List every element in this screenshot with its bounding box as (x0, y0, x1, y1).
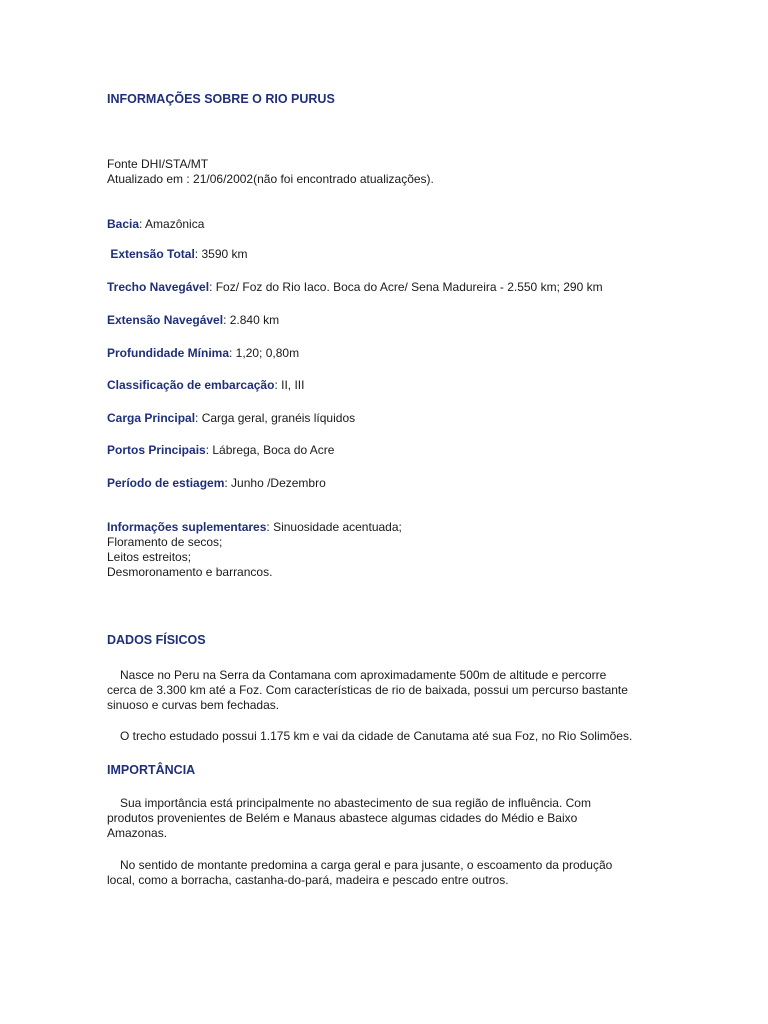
suplementares-line: Leitos estreitos; (107, 550, 192, 564)
suplementares-label: Informações suplementares (107, 520, 267, 534)
field-profundidade-minima (107, 346, 667, 361)
field-label: Classificação de embarcação (107, 378, 275, 392)
field-bacia (107, 217, 667, 232)
field-portos-principais (107, 443, 667, 458)
paragraph-line: produtos provenientes de Belém e Manaus abastece algumas cidades do Médio e Baixo (107, 811, 578, 825)
field-value: : 2.840 km (223, 313, 280, 327)
field-label: Extensão Total (107, 247, 195, 261)
source-line: Fonte DHI/STA/MT (107, 157, 209, 171)
field-value: : 3590 km (194, 247, 248, 261)
field-label: Bacia (107, 217, 140, 231)
field-value: : Amazônica (139, 217, 205, 231)
importancia-heading: IMPORTÂNCIA (107, 763, 196, 777)
paragraph-line: Amazonas. (107, 826, 168, 840)
suplementares-block (107, 520, 667, 580)
updated-line: Atualizado em : 21/06/2002(não foi encontrado atualizações). (107, 172, 434, 186)
paragraph-line: cerca de 3.300 km até a Foz. Com características de rio de baixada, possui um percurso bastante (107, 683, 628, 697)
field-value: : Lábrega, Boca do Acre (205, 443, 335, 457)
suplementares-line: Desmoronamento e barrancos. (107, 565, 273, 579)
field-label: Extensão Navegável (107, 313, 224, 327)
field-label: Trecho Navegável (107, 280, 210, 294)
field-value: : Carga geral, granéis líquidos (195, 411, 356, 425)
dados-fisicos-paragraph-1 (107, 668, 667, 713)
field-trecho-navegavel (107, 280, 667, 295)
field-extensao-navegavel (107, 313, 667, 328)
importancia-paragraph-2 (107, 858, 667, 888)
paragraph-line: Sua importância está principalmente no abastecimento de sua região de influência. Com (120, 796, 591, 810)
document-title: INFORMAÇÕES SOBRE O RIO PURUS (107, 92, 335, 106)
paragraph-line: sinuoso e curvas bem fechadas. (107, 698, 280, 712)
field-periodo-estiagem (107, 476, 667, 491)
suplementares-line: Floramento de secos; (107, 535, 223, 549)
field-carga-principal (107, 411, 667, 426)
field-value: : 1,20; 0,80m (229, 346, 300, 360)
source-block (107, 157, 667, 187)
paragraph-line: local, como a borracha, castanha-do-pará, madeira e pescado entre outros. (107, 873, 509, 887)
field-label: Portos Principais (107, 443, 206, 457)
dados-fisicos-heading: DADOS FÍSICOS (107, 633, 206, 647)
field-value: : II, III (274, 378, 305, 392)
field-label: Período de estiagem (107, 476, 225, 490)
field-value: : Foz/ Foz do Rio Iaco. Boca do Acre/ Sena Madureira - 2.550 km; 290 km (209, 280, 603, 294)
field-extensao-total (107, 247, 667, 262)
field-label: Profundidade Mínima (107, 346, 230, 360)
paragraph-line: Nasce no Peru na Serra da Contamana com aproximadamente 500m de altitude e percorre (120, 668, 607, 682)
dados-fisicos-paragraph-2 (107, 729, 667, 744)
paragraph-line: O trecho estudado possui 1.175 km e vai da cidade de Canutama até sua Foz, no Rio Solimões. (120, 729, 633, 743)
paragraph-line: No sentido de montante predomina a carga geral e para jusante, o escoamento da produção (120, 858, 613, 872)
field-classificacao (107, 378, 667, 393)
suplementares-value: : Sinuosidade acentuada; (266, 520, 402, 534)
field-value: : Junho /Dezembro (224, 476, 326, 490)
field-label: Carga Principal (107, 411, 196, 425)
importancia-paragraph-1 (107, 796, 667, 841)
